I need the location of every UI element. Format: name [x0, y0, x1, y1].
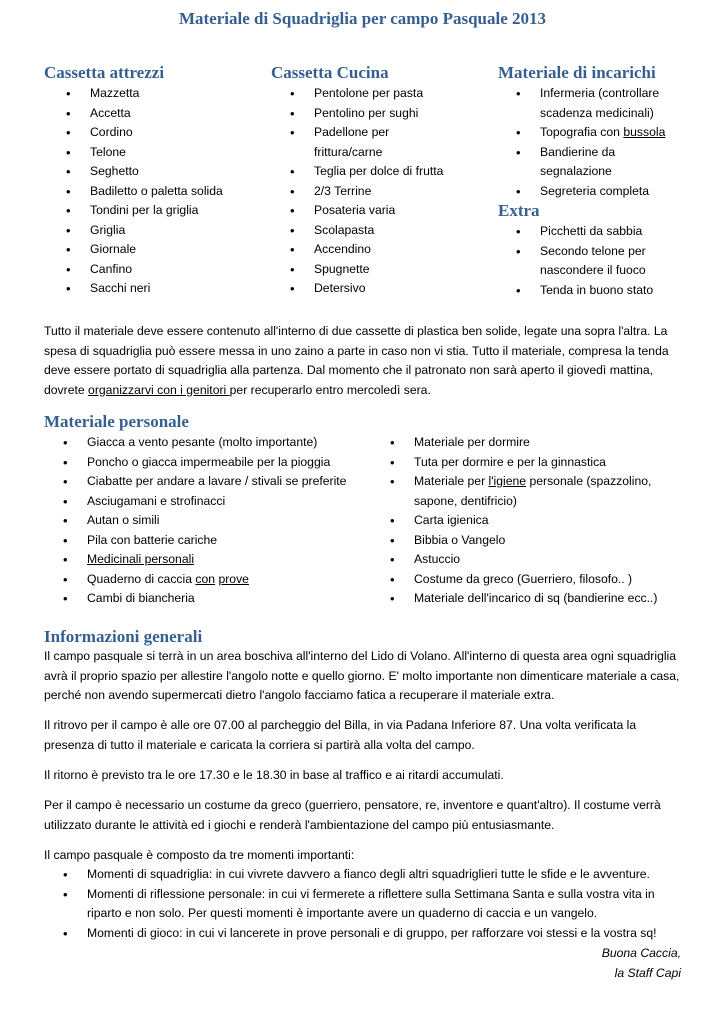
list-item-line: scadenza medicinali) — [540, 105, 654, 120]
list-item: • Bibbia o Vangelo — [414, 531, 657, 551]
list-item: • Posateria varia — [314, 201, 443, 221]
list-item — [314, 123, 443, 162]
list-item: • Pentolino per sughi — [314, 104, 443, 124]
list-item: • Materiale per dormire — [414, 433, 657, 453]
list-item: • Astuccio — [414, 550, 657, 570]
list-item: • 2/3 Terrine — [314, 182, 443, 202]
list-item-line: frittura/carne — [314, 144, 383, 159]
list-item: • Mazzetta — [90, 84, 223, 104]
list-item — [87, 570, 346, 590]
list-item: • Tondini per la griglia — [90, 201, 223, 221]
list-item: • Autan o simili — [87, 511, 346, 531]
list-item: • Teglia per dolce di frutta — [314, 162, 443, 182]
list-item-text: Materiale per — [414, 474, 489, 488]
intro-paragraph — [44, 322, 684, 400]
list-item: • Cambi di biancheria — [87, 589, 346, 609]
list-item-text: Quaderno di caccia — [87, 571, 196, 586]
list-item-line: Momenti di riflessione personale: in cui vi fermerete a riflettere sulla Settimana Santa e sulla vostra vita in — [87, 886, 655, 901]
list-item: • Seghetto — [90, 162, 223, 182]
heading-informazioni-generali: Informazioni generali — [44, 627, 203, 646]
list-item: • Sacchi neri — [90, 279, 223, 299]
underlined-text: organizzarvi con i genitori — [88, 382, 230, 397]
list-item: • Detersivo — [314, 279, 443, 299]
intro-tail: per recuperarlo entro mercoledì sera. — [229, 382, 431, 397]
list-momenti — [87, 865, 697, 943]
list-extra — [540, 222, 653, 300]
heading-extra: Extra — [498, 201, 540, 220]
list-item: • Asciugamani e strofinacci — [87, 492, 346, 512]
list-item: • Accendino — [314, 240, 443, 260]
list-item-line: riparto e non solo. Per questi momenti è importante avere un quaderno di caccia e un vangelo. — [87, 906, 598, 920]
list-item-line: nascondere il fuoco — [540, 263, 646, 277]
list-item-text: Topografia con — [540, 125, 624, 139]
list-item: • Griglia — [90, 221, 223, 241]
info-paragraph-1: Il campo pasquale si terrà in un area boschiva all'interno del Lido di Volano. All'interno di questa area ogni squadriglia avrà il proprio spazio per allestire l'angolo notte e quello giorno. E' molto importante non dimenticare materiale a casa, perché non avendo supermercati dietro l'angolo facciamo fatica a recuperare il materiale extra. — [44, 649, 680, 702]
heading-materiale-incarichi: Materiale di incarichi — [498, 63, 656, 82]
info-paragraph-4: Per il campo è necessario un costume da greco (guerriero, pensatore, re, inventore e quant'altro). Il costume verrà utilizzato durante le attività ed i giochi e renderà l'ambientazione del campo più entusiasmante. — [44, 798, 661, 832]
heading-materiale-personale: Materiale personale — [44, 412, 189, 431]
list-item: • Scolapasta — [314, 221, 443, 241]
list-item: • Tenda in buono stato — [540, 281, 653, 301]
list-item: • Spugnette — [314, 260, 443, 280]
list-personale-left — [87, 433, 346, 609]
list-item-line: Bandierine da — [540, 144, 616, 159]
list-item: • Giacca a vento pesante (molto importante) — [87, 433, 346, 453]
info-paragraph-5: Il campo pasquale è composto da tre momenti importanti: — [44, 848, 355, 862]
list-item — [540, 143, 665, 182]
list-item — [540, 242, 653, 281]
page-title: Materiale di Squadriglia per campo Pasquale 2013 — [178, 9, 547, 28]
list-item: • Tuta per dormire e per la ginnastica — [414, 453, 657, 473]
list-item: • Momenti di gioco: in cui vi lancerete in prove personali e di gruppo, per rafforzare voi stessi e la vostra sq! — [87, 924, 697, 944]
list-item: • Segreteria completa — [540, 182, 665, 202]
list-item — [414, 472, 657, 511]
underlined-text: prove — [218, 571, 249, 586]
list-item: • Picchetti da sabbia — [540, 222, 653, 242]
list-item: • Ciabatte per andare a lavare / stivali se preferite — [87, 472, 346, 492]
list-item-line: sapone, dentifricio) — [414, 493, 517, 508]
heading-cassetta-cucina: Cassetta Cucina — [271, 63, 389, 82]
underlined-text: con — [195, 571, 216, 586]
info-paragraph-3: Il ritorno è previsto tra le ore 17.30 e le 18.30 in base al traffico e ai ritardi accumulati. — [44, 768, 504, 782]
list-personale-right — [414, 433, 657, 609]
list-item — [87, 550, 346, 570]
list-item: • Materiale dell'incarico di sq (bandierine ecc..) — [414, 589, 657, 609]
list-item-line: segnalazione — [540, 164, 612, 178]
list-item: • Costume da greco (Guerriero, filosofo.. ) — [414, 570, 657, 590]
underlined-text: l'igiene — [488, 474, 527, 488]
list-item: • Momenti di squadriglia: in cui vivrete davvero a fianco degli altri squadriglieri tutte le sfide e le avventure. — [87, 865, 697, 885]
list-cassetta-attrezzi — [90, 84, 223, 299]
list-item: • Poncho o giacca impermeabile per la pioggia — [87, 453, 346, 473]
signature-line-2: la Staff Capi — [614, 965, 681, 980]
list-item-line: Infermeria (controllare — [540, 86, 660, 100]
intro-text: Tutto il materiale deve essere contenuto all'interno di due cassette di plastica ben solide, legate una sopra l'altra. La spesa di squadriglia può essere messa in uno zaino a parte in caso non vi stia. Tutto il materiale, compresa la tenda deve essere portato di squadriglia alla partenza. Dal momento che il patronato non sarà aperto il giovedì mattina, dovrete — [44, 324, 669, 397]
list-item-text: personale (spazzolino, — [526, 474, 652, 488]
underlined-text: bussola — [623, 125, 666, 139]
list-item: • Canfino — [90, 260, 223, 280]
list-item — [540, 123, 665, 143]
list-item: • Giornale — [90, 240, 223, 260]
list-item-line: Secondo telone per — [540, 243, 646, 258]
list-item: • Carta igienica — [414, 511, 657, 531]
info-paragraph-2: Il ritrovo per il campo è alle ore 07.00 al parcheggio del Billa, in via Padana Inferiore 87. Una volta verificata la presenza di tutto il materiale e caricata la corriera si partirà alla volta del campo. — [44, 718, 637, 752]
list-item: • Pentolone per pasta — [314, 84, 443, 104]
list-item: • Cordino — [90, 123, 223, 143]
list-item: • Badiletto o paletta solida — [90, 182, 223, 202]
underlined-text: Medicinali personali — [87, 552, 195, 566]
signature-line-1: Buona Caccia, — [601, 946, 681, 960]
list-item: • Pila con batterie cariche — [87, 531, 346, 551]
list-item-line: Padellone per — [314, 125, 390, 139]
list-materiale-incarichi — [540, 84, 665, 201]
signature — [602, 944, 681, 983]
list-item — [87, 885, 697, 924]
heading-cassetta-attrezzi: Cassetta attrezzi — [44, 63, 165, 82]
list-item — [540, 84, 665, 123]
list-item: • Accetta — [90, 104, 223, 124]
list-cassetta-cucina — [314, 84, 443, 299]
list-item: • Telone — [90, 143, 223, 163]
